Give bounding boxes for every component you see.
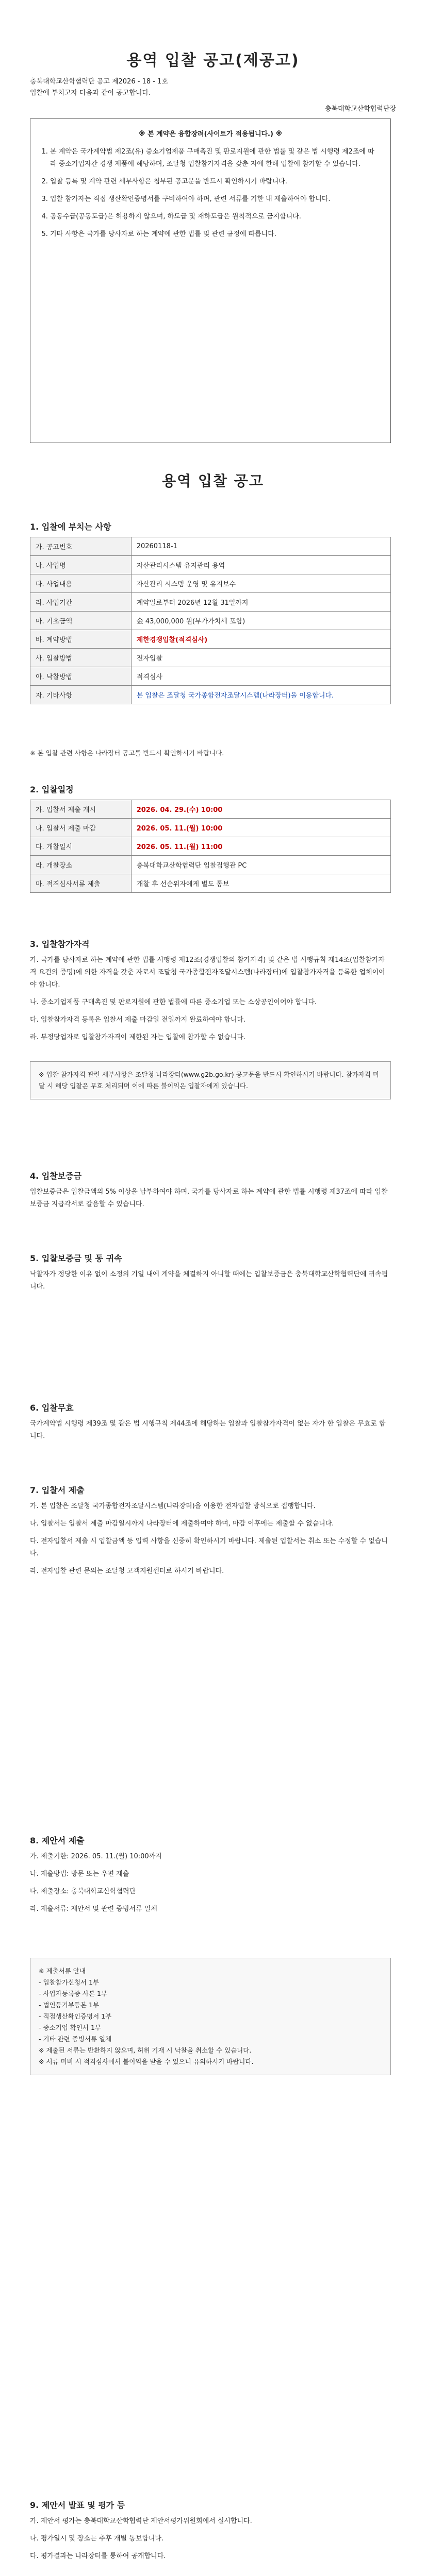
paragraph: 가. 본 입찰은 조달청 국가종합전자조달시스템(나라장터)을 이용한 전자입찰 방식으로 집행합니다.	[30, 1502, 316, 1510]
table-key: 마. 기초금액	[30, 612, 132, 630]
paragraph: 라. 부정당업자로 입찰참가자격이 제한된 자는 입찰에 참가할 수 없습니다.	[30, 1033, 246, 1041]
table-row	[30, 612, 391, 630]
table-value: 제한경쟁입찰(적격심사)	[131, 630, 390, 649]
table-key: 자. 기타사항	[30, 686, 132, 704]
meta-line: 입찰에 부치고자 다음과 같이 공고합니다.	[30, 89, 151, 97]
section-title: 6. 입찰무효	[30, 1403, 74, 1413]
table-value: 본 입찰은 조달청 국가종합전자조달시스템(나라장터)을 이용합니다.	[131, 686, 390, 704]
paragraph: 나. 중소기업제품 구매촉진 및 판로지원에 관한 법률에 따른 중소기업 또는 소상공인이어야 합니다.	[30, 998, 317, 1006]
org-name-right: 충북대학교산학협력단장	[324, 105, 396, 113]
section-body	[30, 2515, 391, 2568]
table-key: 다. 사업내용	[30, 574, 132, 593]
table-row	[30, 649, 391, 667]
meta-block	[30, 76, 168, 99]
document-title-mid: 용역 입찰 공고	[162, 472, 264, 489]
table-value: 전자입찰	[131, 649, 390, 667]
table-row	[30, 800, 391, 819]
notice-text: ※ 입찰 참가자격 관련 세부사항은 조달청 나라장터(www.g2b.go.kr) 공고문을 반드시 확인하시기 바랍니다. 참가자격 미달 시 해당 입찰은 무효 처리되며 이에 따른 불이익은 입찰자에게 있습니다.	[39, 1071, 379, 1090]
table-row	[30, 686, 391, 704]
section-title: 3. 입찰참가자격	[30, 939, 90, 949]
table-key: 다. 개찰일시	[30, 837, 132, 856]
table-row	[30, 537, 391, 556]
table-row	[30, 837, 391, 856]
section-body	[30, 1500, 391, 1583]
table-value: 개찰 후 선순위자에게 별도 통보	[131, 874, 390, 893]
table-row	[30, 630, 391, 649]
paragraph: 국가계약법 시행령 제39조 및 같은 법 시행규칙 제44조에 해당하는 입찰과 입찰참가자격이 없는 자가 한 입찰은 무효로 합니다.	[30, 1420, 386, 1440]
section-body	[30, 1418, 391, 1448]
paragraph: 나. 평가일시 및 장소는 추후 개별 통보합니다.	[30, 2535, 164, 2543]
table-row	[30, 856, 391, 874]
table-value: 2026. 04. 29.(수) 10:00	[131, 800, 390, 819]
note-box-item: 3. 입찰 참가자는 직접 생산확인증명서를 구비하여야 하며, 관련 서류를 기한 내 제출하여야 합니다.	[50, 193, 380, 206]
paragraph: 라. 제출서류: 제안서 및 관련 증빙서류 일체	[30, 1905, 157, 1913]
notice-line: - 중소기업 확인서 1부	[39, 2024, 101, 2031]
section-note	[30, 747, 391, 765]
paragraph: 다. 제출장소: 충북대학교산학협력단	[30, 1888, 136, 1895]
notice-line: - 직접생산확인증명서 1부	[39, 2012, 112, 2020]
document-title-top: 용역 입찰 공고(제공고)	[126, 52, 300, 70]
paragraph: 다. 입찰참가자격 등록은 입찰서 제출 마감일 전일까지 완료하여야 합니다.	[30, 1016, 246, 1024]
note-box-item: 5. 기타 사항은 국가를 당사자로 하는 계약에 관한 법률 및 관련 규정에 따릅니다.	[50, 228, 380, 241]
section-title: 5. 입찰보증금 및 동 귀속	[30, 1253, 122, 1263]
paragraph: 다. 평가결과는 나라장터를 통하여 공개합니다.	[30, 2552, 166, 2560]
table-row	[30, 556, 391, 574]
table-key: 사. 입찰방법	[30, 649, 132, 667]
paragraph: 가. 제출기한: 2026. 05. 11.(월) 10:00까지	[30, 1853, 162, 1860]
paragraph: 나. 입찰서는 입찰서 제출 마감일시까지 나라장터에 제출하여야 하며, 마감 이후에는 제출할 수 없습니다.	[30, 1520, 334, 1528]
table-key: 나. 사업명	[30, 556, 132, 574]
meta-line: 충북대학교산학협력단 공고 제2026 - 18 - 1호	[30, 78, 168, 86]
table-row	[30, 574, 391, 593]
table-value: 20260118-1	[131, 537, 390, 556]
note-box-head: ※ 본 계약은 융합장려(사이트가 적용됩니다.) ※	[138, 130, 283, 138]
note-text: ※ 본 입찰 관련 사항은 나라장터 공고를 반드시 확인하시기 바랍니다.	[30, 749, 224, 757]
note-box-list	[41, 146, 380, 241]
table-row	[30, 819, 391, 837]
notice-line: ※ 제출서류 안내	[39, 1967, 86, 1975]
table-row	[30, 593, 391, 612]
table-key: 바. 계약방법	[30, 630, 132, 649]
notice-box	[30, 1061, 391, 1099]
table-key: 가. 입찰서 제출 개시	[30, 800, 132, 819]
table-1	[30, 537, 391, 704]
section-body	[30, 1851, 391, 1921]
notice-line: - 입찰참가신청서 1부	[39, 1978, 100, 1986]
table-key: 라. 개찰장소	[30, 856, 132, 874]
table-2	[30, 800, 391, 893]
table-key: 가. 공고번호	[30, 537, 132, 556]
notice-line: - 사업자등록증 사본 1부	[39, 1990, 108, 1997]
table-value: 2026. 05. 11.(월) 10:00	[131, 819, 390, 837]
table-row	[30, 874, 391, 893]
section-title: 7. 입찰서 제출	[30, 1485, 85, 1495]
paragraph: 라. 전자입찰 관련 문의는 조달청 고객지원센터로 하시기 바랍니다.	[30, 1567, 224, 1575]
table-value: 자산관리시스템 유지관리 용역	[131, 556, 390, 574]
note-box-item: 4. 공동수급(공동도급)은 허용하지 않으며, 하도급 및 재하도급은 원칙적으로 금지합니다.	[50, 211, 380, 223]
section-body	[30, 954, 391, 1049]
section-title: 1. 입찰에 부치는 사항	[30, 522, 111, 532]
section-title: 2. 입찰일정	[30, 785, 74, 794]
section-title: 4. 입찰보증금	[30, 1171, 82, 1181]
table-value: 자산관리 시스템 운영 및 유지보수	[131, 574, 390, 593]
table-value: 계약일로부터 2026년 12월 31일까지	[131, 593, 390, 612]
notice-line: - 기타 관련 증빙서류 일체	[39, 2035, 112, 2043]
note-box-item: 1. 본 계약은 국가계약법 제2조(유) 중소기업제품 구매촉진 및 판로지원에 관한 법률 및 같은 법 시행령 제2조에 따라 중소기업자간 경쟁 제품에 해당하며, 조달청 입찰참가자격을 갖춘 자에 한해 입찰에 참가할 수 있습니다.	[50, 146, 380, 171]
table-value: 적격심사	[131, 667, 390, 686]
paragraph: 나. 제출방법: 방문 또는 우편 제출	[30, 1870, 129, 1878]
paragraph: 가. 제안서 평가는 충북대학교산학협력단 제안서평가위원회에서 실시합니다.	[30, 2517, 252, 2525]
section-title: 8. 제안서 제출	[30, 1836, 85, 1845]
table-value: 충북대학교산학협력단 입찰집행관 PC	[131, 856, 390, 874]
section-body	[30, 1186, 391, 1216]
notice-line: ※ 서류 미비 시 적격심사에서 불이익을 받을 수 있으니 유의하시기 바랍니다.	[39, 2058, 254, 2065]
table-key: 나. 입찰서 제출 마감	[30, 819, 132, 837]
table-key: 라. 사업기간	[30, 593, 132, 612]
paragraph: 낙찰자가 정당한 이유 없이 소정의 기일 내에 계약을 체결하지 아니할 때에는 입찰보증금은 충북대학교산학협력단에 귀속됩니다.	[30, 1270, 388, 1291]
table-value: 金 43,000,000 원(부가가치세 포함)	[131, 612, 390, 630]
table-key: 아. 낙찰방법	[30, 667, 132, 686]
note-box-item: 2. 입찰 등록 및 계약 관련 세부사항은 첨부된 공고문을 반드시 확인하시기 바랍니다.	[50, 176, 380, 188]
section-body	[30, 1268, 391, 1298]
note-box	[30, 118, 391, 443]
notice-line: ※ 제출된 서류는 반환하지 않으며, 허위 기재 시 낙찰을 취소할 수 있습니다.	[39, 2046, 252, 2054]
table-row	[30, 667, 391, 686]
section-title: 9. 제안서 발표 및 평가 등	[30, 2500, 125, 2510]
table-key: 마. 적격심사서류 제출	[30, 874, 132, 893]
table-value: 2026. 05. 11.(월) 11:00	[131, 837, 390, 856]
notice-line: - 법인등기부등본 1부	[39, 2001, 100, 2009]
paragraph: 다. 전자입찰서 제출 시 입찰금액 등 입력 사항을 신중히 확인하시기 바랍니다. 제출된 입찰서는 취소 또는 수정할 수 없습니다.	[30, 1537, 388, 1557]
paragraph: 가. 국가를 당사자로 하는 계약에 관한 법률 시행령 제12조(경쟁입찰의 참가자격) 및 같은 법 시행규칙 제14조(입찰참가자격 요건의 증명)에 의한 자격을 갖춘 자로서 조달청 국가종합전자조달시스템(나라장터)에 입찰참가자격을 등록한 업체이어야 합니다.	[30, 956, 385, 989]
paragraph: 입찰보증금은 입찰금액의 5% 이상을 납부하여야 하며, 국가를 당사자로 하는 계약에 관한 법률 시행령 제37조에 따라 입찰보증금 지급각서로 갈음할 수 있습니다.	[30, 1188, 388, 1208]
notice-box	[30, 1958, 391, 2075]
